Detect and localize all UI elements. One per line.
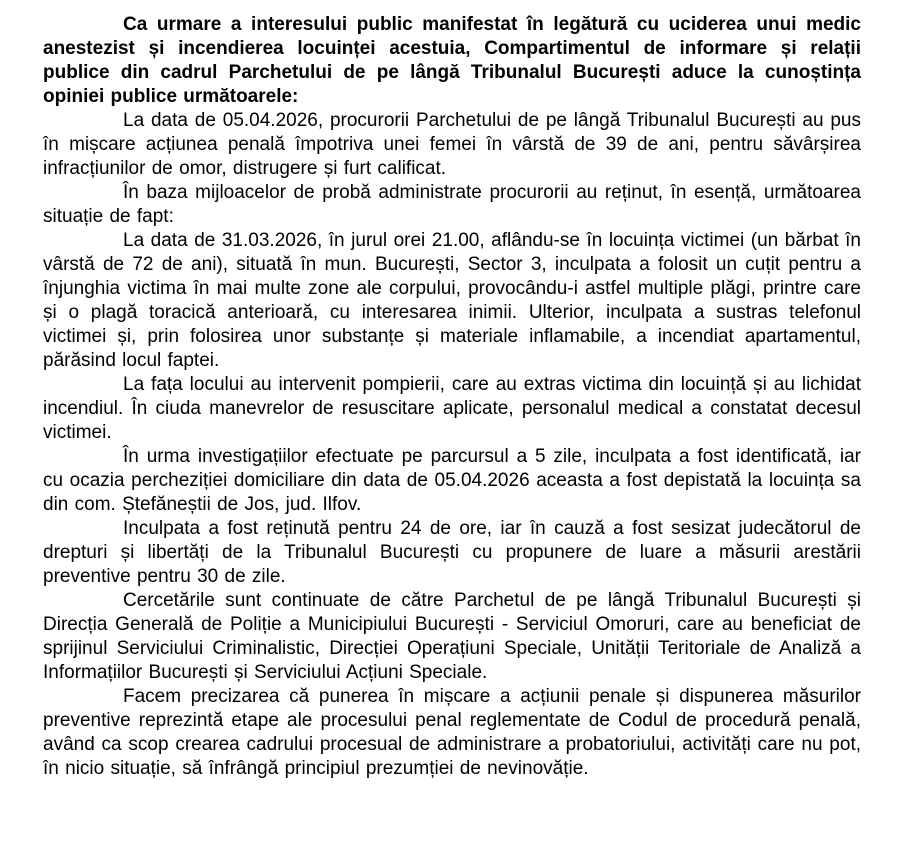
paragraph-ongoing-inquiry: Cercetările sunt continuate de către Parchetul de pe lângă Tribunalul București și Direcția Generală de Poliție a Municipiului București - Serviciul Omoruri, care au beneficiat de sprijinul Serviciului Criminalistic, Direcției Operațiuni Speciale, Unității Teritoriale de Analiză a Informațiilor București și Serviciului Acțiuni Speciale. [43, 590, 861, 683]
paragraph-firefighters: La fața locului au intervenit pompierii, care au extras victima din locuință și au lichidat incendiul. În ciuda manevrelor de resuscitare aplicate, personalul medical a constatat decesul victimei. [43, 374, 861, 443]
paragraph-detention: Inculpata a fost reținută pentru 24 de ore, iar în cauză a fost sesizat judecătorul de drepturi și libertăți de la Tribunalul București cu propunere de luare a măsurii arestării preventive pentru 30 de zile. [43, 518, 861, 587]
paragraph-investigation: În urma investigațiilor efectuate pe parcursul a 5 zile, inculpata a fost identificată, iar cu ocazia percheziției domiciliare din data de 05.04.2026 aceasta a fost depistată la locuința sa din com. Ștefăneștii de Jos, jud. Ilfov. [43, 446, 861, 515]
paragraph-presumption-of-innocence: Facem precizarea că punerea în mișcare a acțiunii penale și dispunerea măsurilor preventive reprezintă etape ale procesului penal reglementate de Codul de procedură penală, având ca scop crearea cadrului procesual de administrare a probatoriului, activități care nu pot, în nicio situație, să înfrângă principiul prezumției de nevinovăție. [43, 686, 861, 779]
paragraph-evidence-lead: În baza mijloacelor de probă administrate procurorii au reținut, în esență, următoarea situație de fapt: [43, 182, 861, 227]
paragraph-intro: Ca urmare a interesului public manifestat în legătură cu uciderea unui medic anestezist și incendierea locuinței acestuia, Compartimentul de informare și relații publice din cadrul Parchetului de pe lângă Tribunalul București aduce la cunoștința opiniei publice următoarele: [43, 14, 861, 107]
paragraph-facts: La data de 31.03.2026, în jurul orei 21.00, aflându-se în locuința victimei (un bărbat în vârstă de 72 de ani), situată în mun. București, Sector 3, inculpata a folosit un cuțit pentru a înjunghia victima în mai multe zone ale corpului, provocându-i astfel multiple plăgi, printre care și o plagă toracică anterioară, cu interesarea inimii. Ulterior, inculpata a sustras telefonul victimei și, prin folosirea unor substanțe și materiale inflamabile, a incendiat apartamentul, părăsind locul faptei. [43, 230, 861, 371]
paragraph-indictment: La data de 05.04.2026, procurorii Parchetului de pe lângă Tribunalul București au pus în mișcare acțiunea penală împotriva unei femei în vârstă de 39 de ani, pentru săvârșirea infracțiunilor de omor, distrugere și furt calificat. [43, 110, 861, 179]
